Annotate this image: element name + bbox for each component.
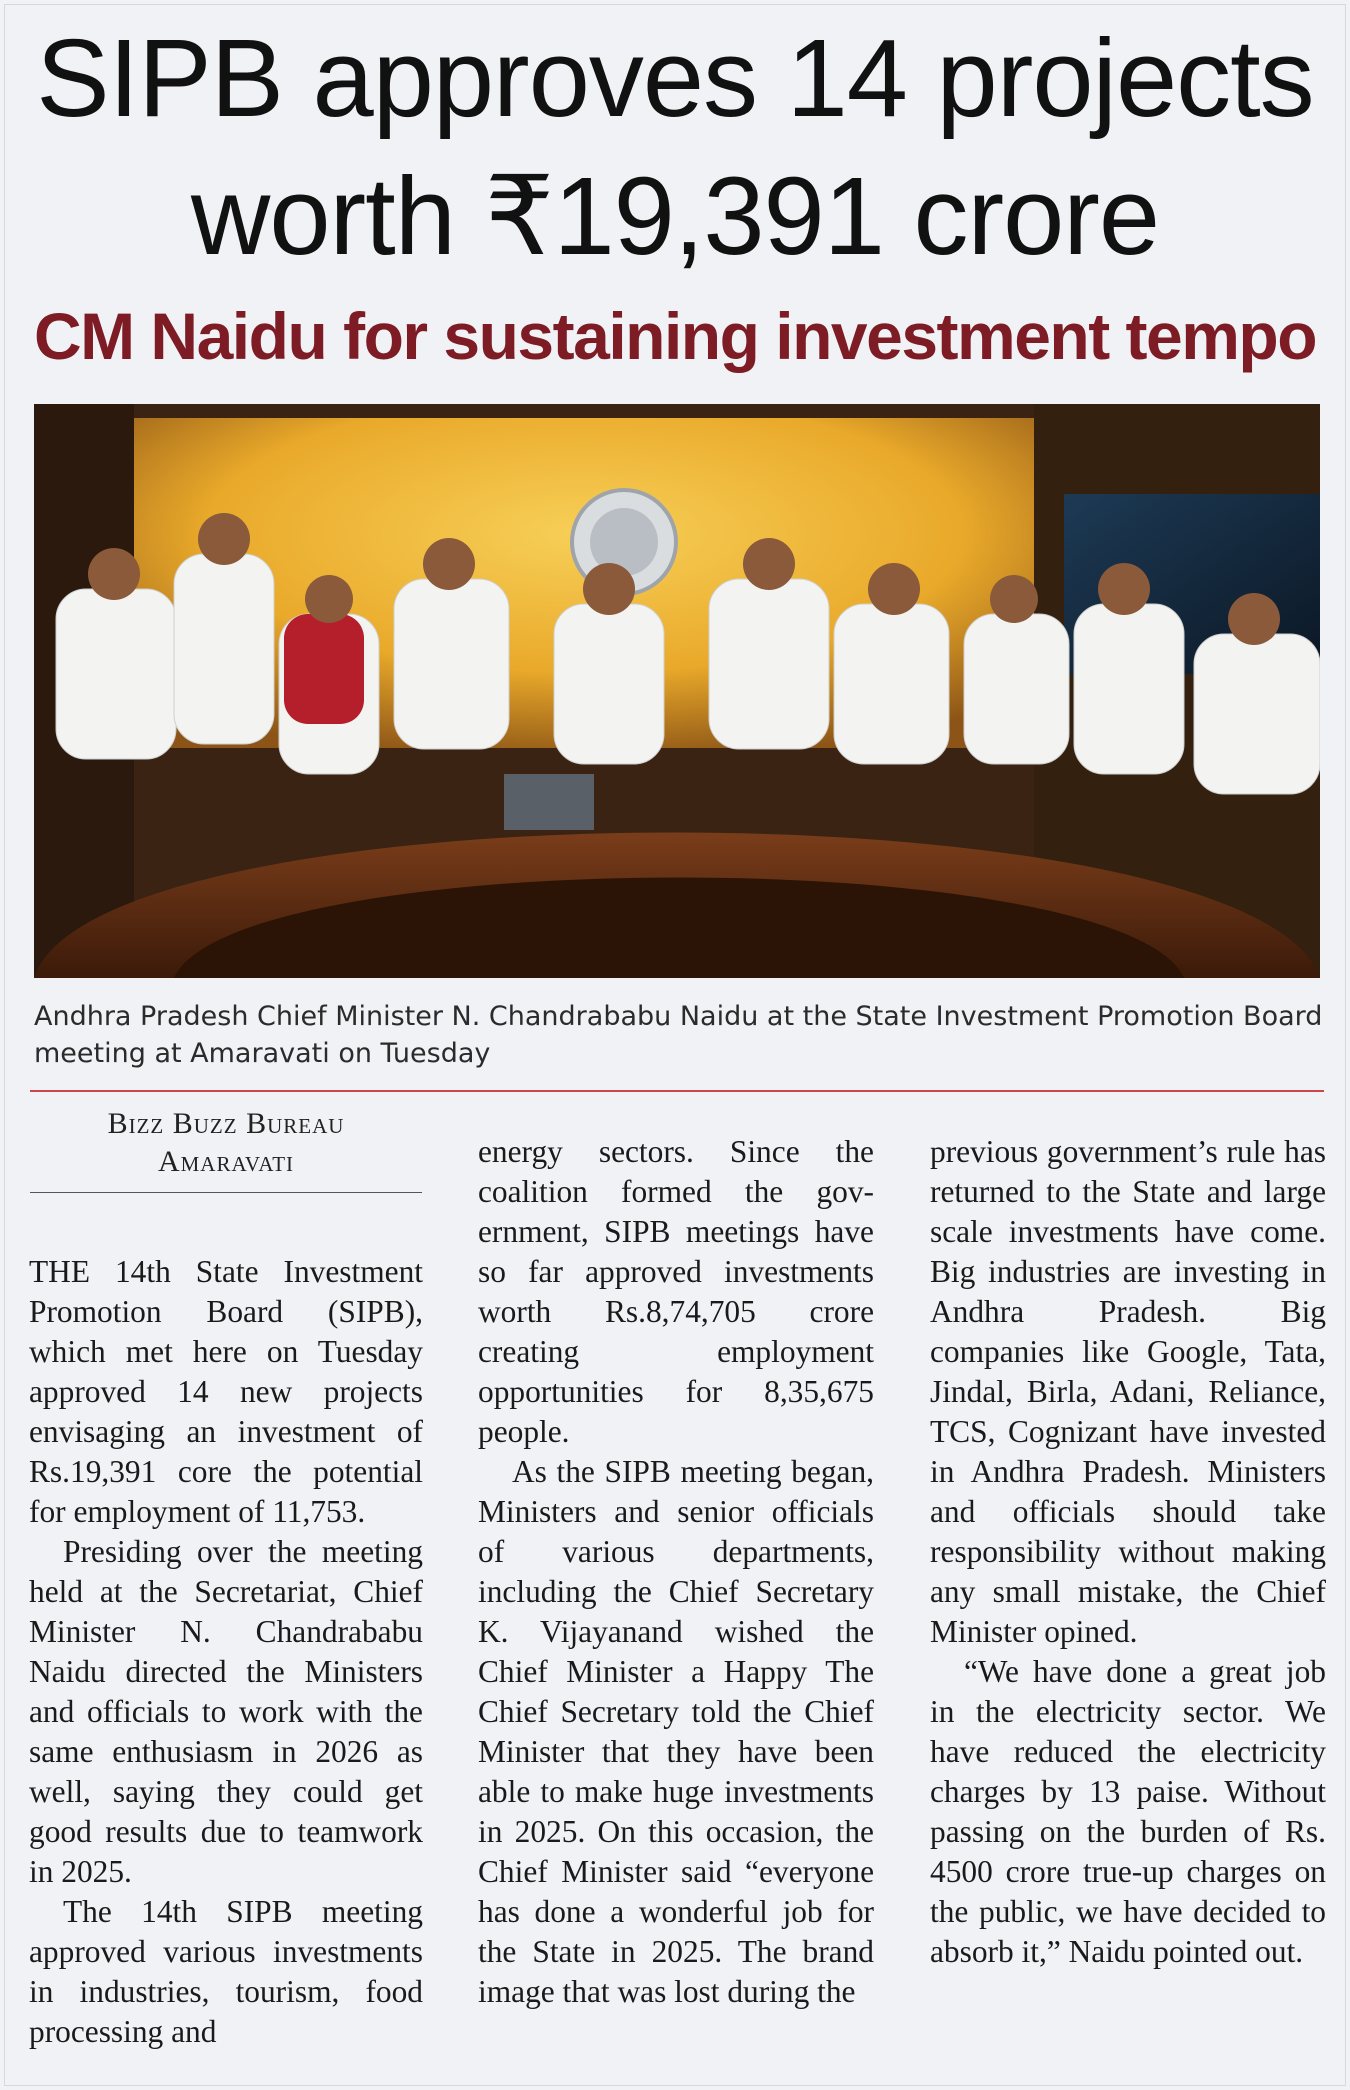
meeting-photo	[34, 404, 1320, 978]
paragraph: previous government’s rule has returned to the State and large scale investments have come. Big industries are investing in Andhra Pradesh. Big companies like Google, Tata, Jindal, Birla, Adani, Reliance, TCS, Cognizant have invested in Andhra Pradesh. Ministers and officials should take responsibility without making any small mistake, the Chief Minister opined.	[930, 1134, 1326, 1649]
paragraph: “We have done a great job in the electricity sector. We have reduced the electricity charges by 13 paise. Without passing on the burden of Rs. 4500 crore true-up charges on the public, we have decided to absorb it,” Naidu pointed out.	[930, 1654, 1326, 1969]
body-column-3	[930, 1132, 1326, 1972]
subheadline: CM Naidu for sustaining investment tempo	[33, 299, 1317, 373]
headline-line-1: SIPB approves 14 projects	[36, 17, 1314, 140]
section-divider	[30, 1090, 1324, 1092]
body-column-2	[478, 1132, 874, 2012]
headline-line-2: worth ₹19,391 crore	[190, 155, 1160, 278]
byline	[30, 1105, 422, 1181]
byline-agency: Bizz Buzz Bureau	[107, 1107, 345, 1140]
body-column-1	[29, 1252, 423, 2052]
photo-caption: Andhra Pradesh Chief Minister N. Chandrababu Naidu at the State Investment Promotion Board meeting at Amaravati on Tuesday	[34, 1001, 1323, 1069]
paragraph: As the SIPB meeting began, Ministers and senior officials of various departments, including the Chief Secretary K. Vijayanand wished the Chief Minister a Happy The Chief Secretary told the Chief Minister that they have been able to make huge investments in 2025. On this occasion, the Chief Minister said “everyone has done a wonderful job for the State in 2025. The brand image that was lost during the	[478, 1454, 874, 2009]
paragraph: Presiding over the meeting held at the Secretariat, Chief Minister N. Chandrababu Naidu directed the Ministers and officials to work with the same enthusiasm in 2026 as well, saying they could get good results due to teamwork in 2025.	[29, 1534, 423, 1889]
byline-location: Amaravati	[157, 1145, 295, 1178]
paragraph: energy sectors. Since the coalition formed the government, SIPB meetings have so far approved investments worth Rs.8,74,705 crore creating employment opportunities for 8,35,675 people.	[478, 1134, 874, 1449]
paragraph: The 14th SIPB meeting approved various investments in industries, tourism, food processing and	[29, 1894, 423, 2049]
paragraph: THE 14th State Investment Promotion Board (SIPB), which met here on Tuesday approved 14 new projects envisaging an investment of Rs.19,391 core the potential for employment of 11,753.	[29, 1254, 423, 1529]
byline-rule	[30, 1192, 422, 1193]
